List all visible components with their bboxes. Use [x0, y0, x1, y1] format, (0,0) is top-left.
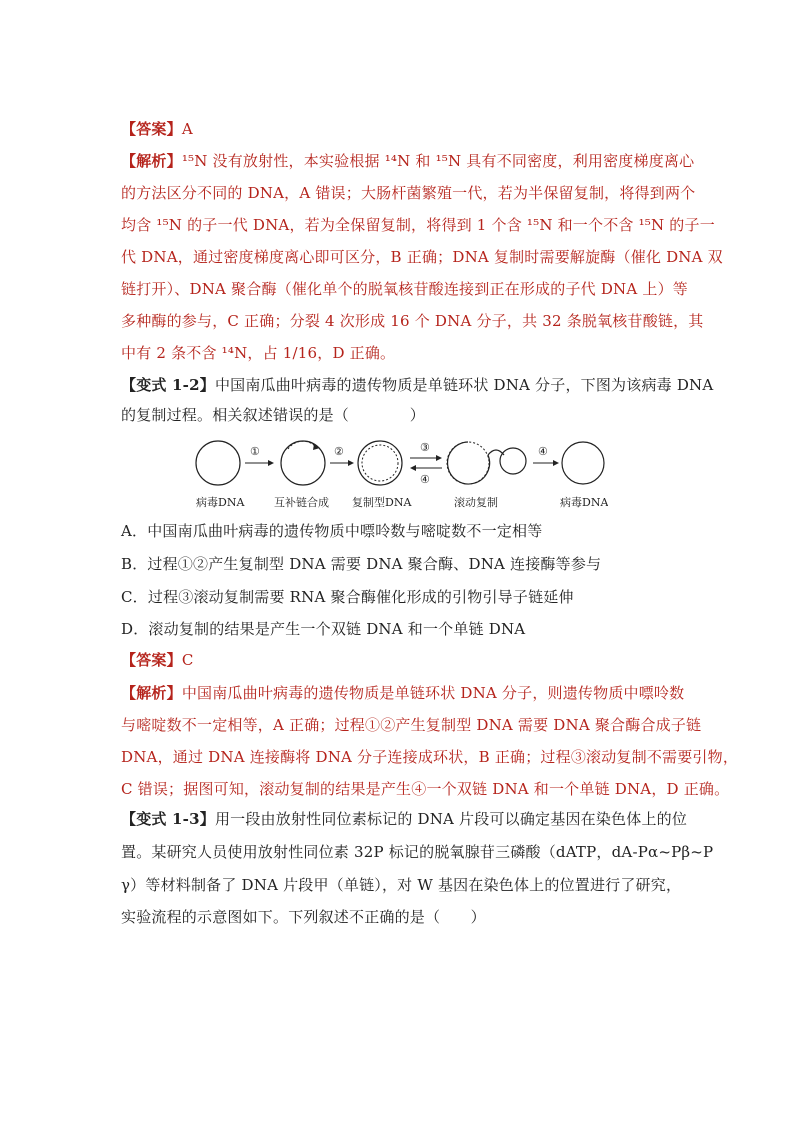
displaced-strand-loop [500, 448, 526, 474]
analysis-text: 中国南瓜曲叶病毒的遗传物质是单链环状 DNA 分子，则遗传物质中嘌呤数 [181, 684, 685, 702]
virus-dna-circle [196, 441, 240, 485]
diagram-label-3: 复制型DNA [352, 496, 412, 509]
analysis-line: 均含 ¹⁵N 的子一代 DNA，若为全保留复制，将得到 1 个含 ¹⁵N 和一个不含 ¹⁵N 的子一 [121, 216, 715, 234]
analysis-tag: 【解析】 [121, 684, 182, 702]
analysis-text: ¹⁵N 没有放射性，本实验根据 ¹⁴N 和 ¹⁵N 具有不同密度，利用密度梯度离心 [181, 152, 695, 170]
question-line: γ）等材料制备了 DNA 片段甲（单链），对 W 基因在染色体上的位置进行了研究， [121, 876, 682, 894]
arrow-1-head [268, 460, 274, 466]
answer-line-1 [121, 119, 193, 139]
option-c: C．过程③滚动复制需要 RNA 聚合酶催化形成的引物引导子链延伸 [121, 588, 574, 606]
analysis-line: 中有 2 条不含 ¹⁴N，占 1/16，D 正确。 [121, 344, 396, 362]
dna-replication-diagram [188, 433, 608, 511]
step-label-5: ④ [538, 445, 548, 458]
analysis-tag: 【解析】 [121, 152, 182, 170]
question-line [121, 375, 713, 395]
arrow-4-back-head [410, 465, 416, 471]
analysis-line: 与嘧啶数不一定相等，A 正确；过程①②产生复制型 DNA 需要 DNA 聚合酶合成子链 [121, 716, 702, 734]
analysis-line: 代 DNA，通过密度梯度离心即可区分，B 正确；DNA 复制时需要解旋酶（催化 DNA 双 [121, 248, 723, 266]
arrow-2-head [348, 460, 354, 466]
question-text: 用一段由放射性同位素标记的 DNA 片段可以确定基因在染色体上的位 [214, 810, 688, 828]
analysis-line: 多种酶的参与，C 正确；分裂 4 次形成 16 个 DNA 分子，共 32 条脱氧核苷酸链，其 [121, 312, 704, 330]
analysis-line: 链打开）、DNA 聚合酶（催化单个的脱氧核苷酸连接到正在形成的子代 DNA 上）等 [121, 280, 688, 298]
step-label-3: ③ [420, 441, 430, 454]
question-line: 置。某研究人员使用放射性同位素 32P 标记的脱氧腺苷三磷酸（dATP，dA-Pα~Pβ~P [121, 843, 714, 861]
analysis-line [121, 151, 694, 171]
replicative-dna-outer [358, 441, 402, 485]
arrow-5-head [553, 460, 559, 466]
arrow-3-head [436, 455, 442, 461]
option-a: A．中国南瓜曲叶病毒的遗传物质中嘌呤数与嘧啶数不一定相等 [121, 522, 543, 540]
question-tag: 【变式 1-2】 [121, 376, 215, 394]
step-label-1: ① [250, 445, 260, 458]
rolling-circle-outer [448, 442, 490, 484]
analysis-line: DNA，通过 DNA 连接酶将 DNA 分子连接成环状，B 正确；过程③滚动复制不需要引物， [121, 748, 739, 766]
final-virus-dna-circle [562, 442, 604, 484]
diagram-label-4: 滚动复制 [454, 496, 498, 509]
diagram-label-5: 病毒DNA [560, 496, 608, 509]
question-line [121, 809, 687, 829]
answer-value: A [181, 120, 193, 138]
option-b: B．过程①②产生复制型 DNA 需要 DNA 聚合酶、DNA 连接酶等参与 [121, 555, 602, 573]
analysis-line [121, 683, 684, 703]
answer-value: C [181, 651, 194, 669]
question-line: 实验流程的示意图如下。下列叙述不正确的是（ ） [121, 908, 486, 926]
diagram-label-1: 病毒DNA [196, 496, 245, 509]
analysis-line: C 错误；据图可知，滚动复制的结果是产生④一个双链 DNA 和一个单链 DNA，D 正确。 [121, 780, 730, 798]
option-d: D．滚动复制的结果是产生一个双链 DNA 和一个单链 DNA [121, 620, 526, 638]
step-label-2: ② [334, 445, 344, 458]
question-line: 的复制过程。相关叙述错误的是（ ） [121, 406, 426, 424]
diagram-label-2: 互补链合成 [274, 496, 329, 509]
analysis-line: 的方法区分不同的 DNA，A 错误；大肠杆菌繁殖一代，若为半保留复制，将得到两个 [121, 184, 696, 202]
question-tag: 【变式 1-3】 [121, 810, 215, 828]
replicative-dna-inner [362, 445, 398, 481]
step-label-4: ④ [420, 473, 430, 486]
answer-tag: 【答案】 [121, 120, 182, 138]
answer-line-2 [121, 650, 194, 670]
question-text: 中国南瓜曲叶病毒的遗传物质是单链环状 DNA 分子，下图为该病毒 DNA [214, 376, 714, 394]
answer-tag: 【答案】 [121, 651, 182, 669]
